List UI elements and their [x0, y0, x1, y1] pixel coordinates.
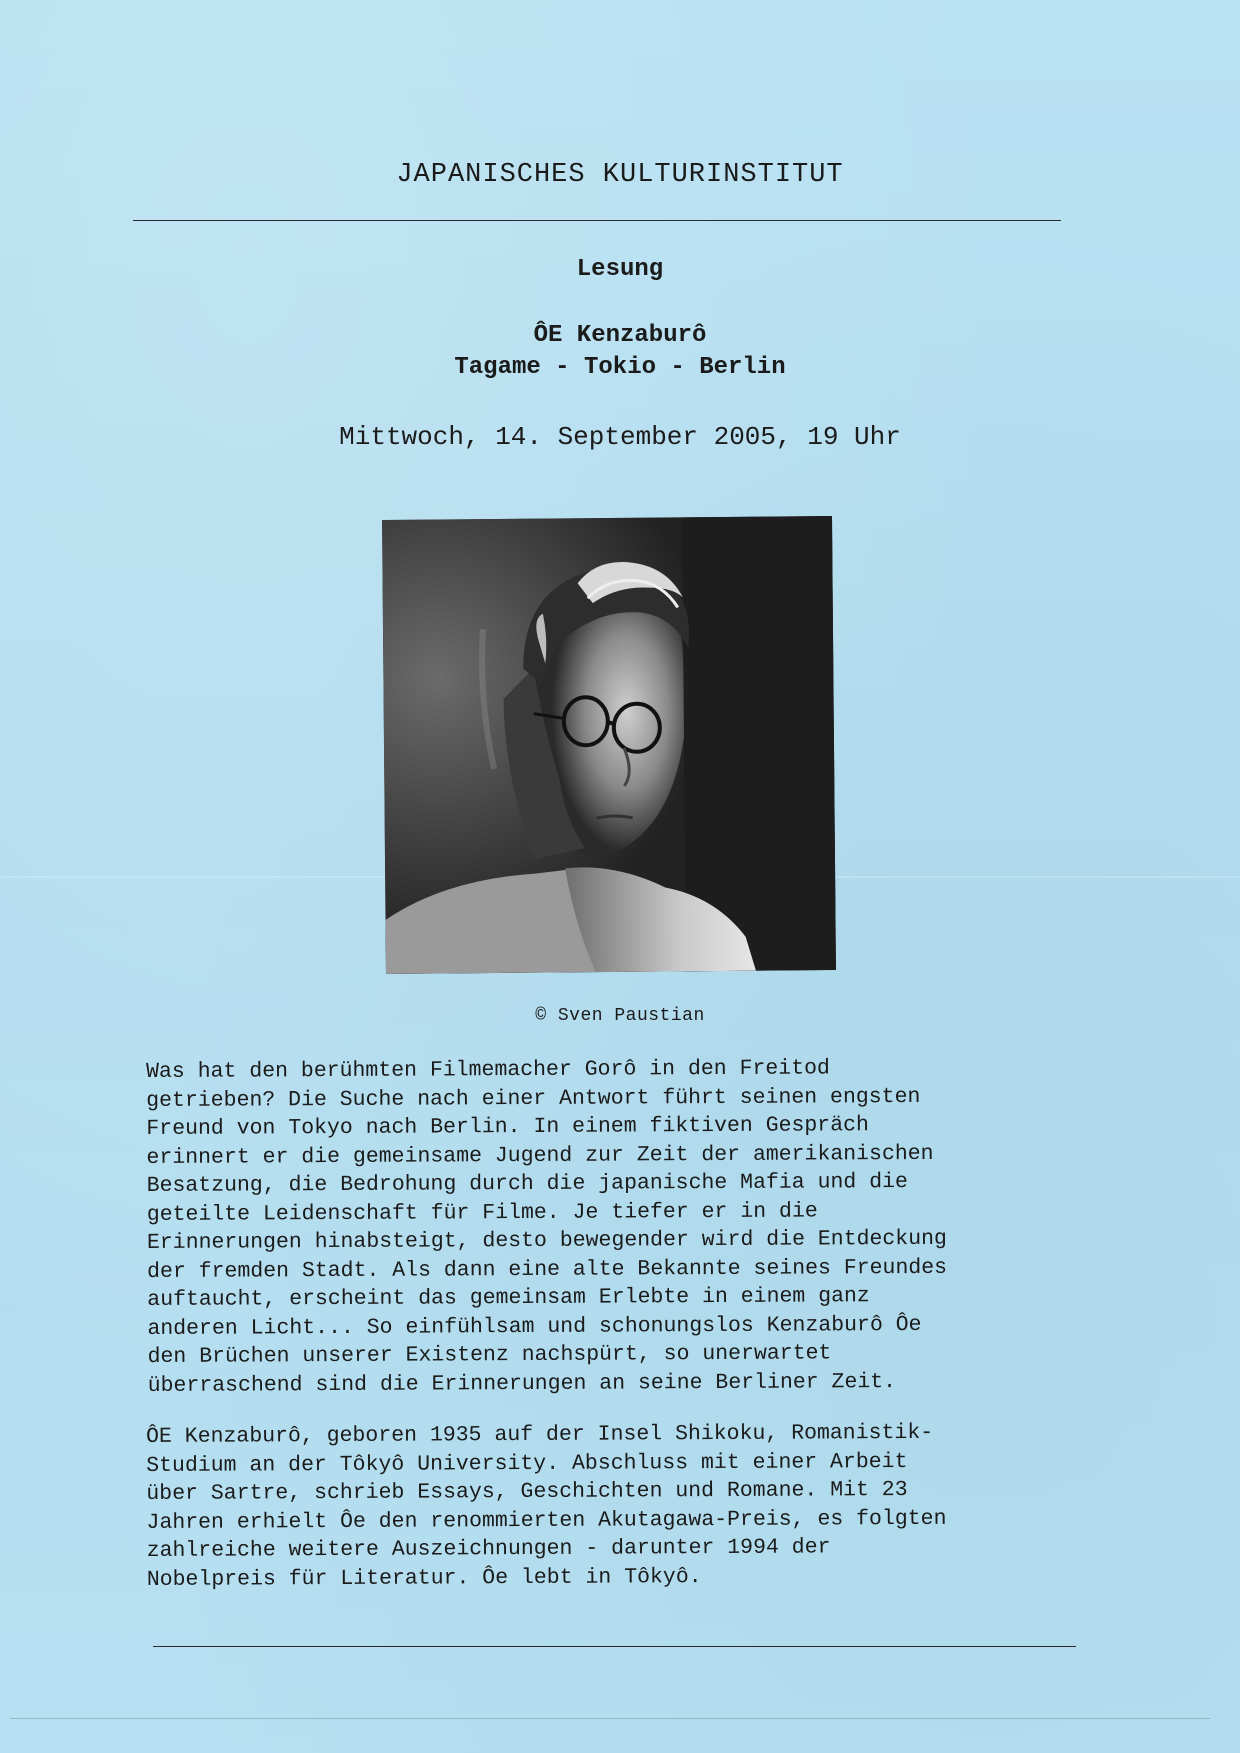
event-date: Mittwoch, 14. September 2005, 19 Uhr	[339, 422, 901, 452]
event-type: Lesung	[576, 256, 664, 283]
footer-divider	[153, 1646, 1076, 1647]
institute-header: JAPANISCHES KULTURINSTITUT	[396, 160, 844, 190]
author-biography: ÔE Kenzaburô, geboren 1935 auf der Insel Shikoku, Romanistik- Studium an der Tôkyô University. Abschluss mit einer Arbeit über Sartre, schrieb Essays, Geschichten und Romane. Mit 23 Jahren erhielt Ôe den renommierten Akutagawa-Preis, es folgten zahlreiche weitere Auszeichnungen - darunter 1994 der Nobelpreis für Literatur. Ôe lebt in Tôkyô.	[146, 1420, 947, 1592]
header-divider	[133, 220, 1061, 221]
author-name: ÔE Kenzaburô	[533, 322, 707, 349]
event-description: Was hat den berühmten Filmemacher Gorô in den Freitod getrieben? Die Suche nach einer Antwort führt seinen engsten Freund von Tokyo nach Berlin. In einem fiktiven Gespräch erinnert er die gemeinsame Jugend zur Zeit der amerikanischen Besatzung, die Bedrohung durch die japanische Mafia und die geteilte Leidenschaft für Filme. Je tiefer er in die Erinnerungen hinabsteigt, desto bewegender wird die Entdeckung der fremden Stadt. Als dann eine alte Bekannte seines Freundes auftaucht, erscheint das gemeinsam Erlebte in einem ganz anderen Licht... So einfühlsam und schonungslos Kenzaburô Ôe den Brüchen unserer Existenz nachspürt, so unerwartet überraschend sind die Erinnerungen an seine Berliner Zeit.	[146, 1056, 948, 1398]
paper-edge-line	[10, 1718, 1210, 1719]
event-title: Tagame - Tokio - Berlin	[454, 354, 786, 381]
author-portrait	[382, 516, 836, 974]
photo-credit: © Sven Paustian	[535, 1006, 705, 1026]
